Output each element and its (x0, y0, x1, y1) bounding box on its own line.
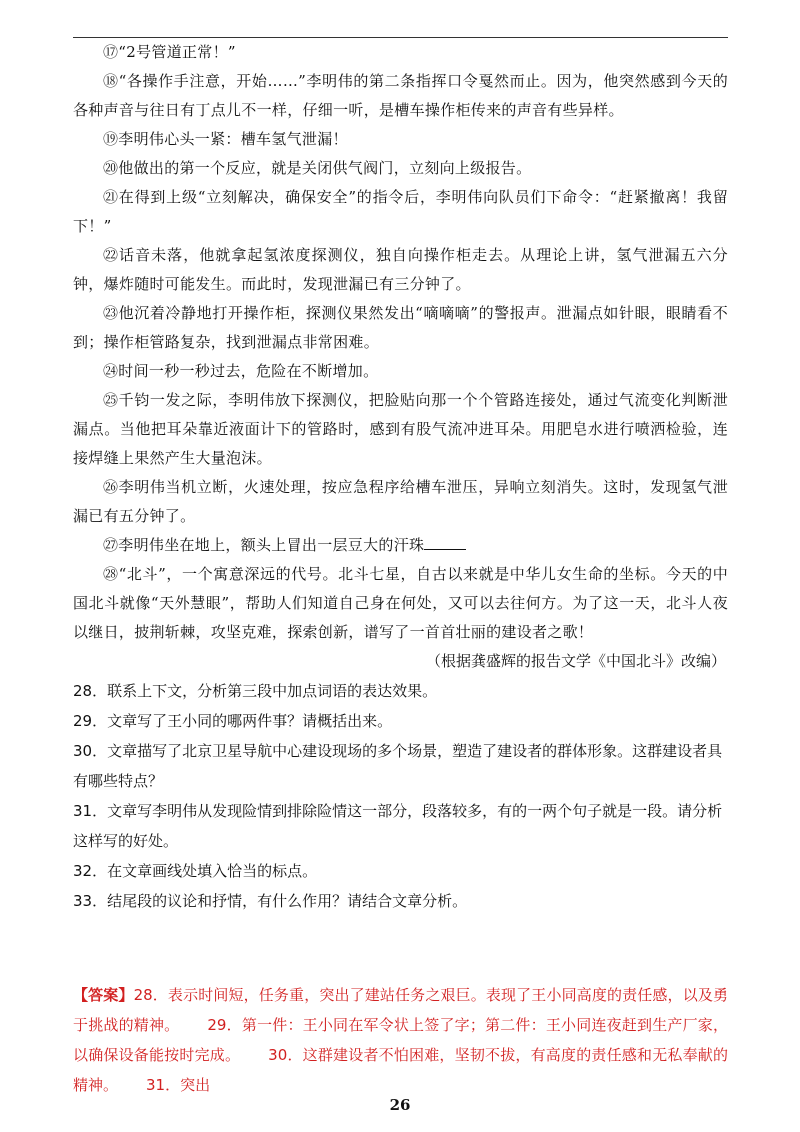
answer-block (73, 980, 728, 1100)
paragraph-18: ⑱“各操作手注意，开始……”李明伟的第二条指挥口令戛然而止。因为，他突然感到今天的各种声音与往日有丁点儿不一样，仔细一听，是槽车操作柜传来的声音有些异样。 (73, 72, 728, 119)
paragraph-19: ⑲李明伟心头一紧：槽车氢气泄漏！ (103, 130, 348, 148)
paragraph-17: ⑰“2号管道正常！” (103, 43, 236, 61)
question-28: 28．联系上下文，分析第三段中加点词语的表达效果。 (73, 682, 438, 700)
answer-30: 30．这群建设者不怕困难，坚韧不拔，有高度的责任感和无私奉献的精神。 (73, 1046, 728, 1094)
answer-31: 31．突出 (146, 1076, 211, 1094)
paragraph-28: ㉘“北斗”，一个寓意深远的代号。北斗七星，自古以来就是中华儿女生命的坐标。今天的中国北斗就像“天外慧眼”，帮助人们知道自己身在何处，又可以去往何方。为了这一天，北斗人夜以继日，披荆斩棘，攻坚克难，探索创新，谱写了一首首壮丽的建设者之歌！ (73, 565, 728, 641)
source-citation: （根据龚盛辉的报告文学《中国北斗》改编） (425, 652, 726, 670)
question-29: 29．文章写了王小同的哪两件事？请概括出来。 (73, 712, 393, 730)
paragraph-22: ㉒话音未落，他就拿起氢浓度探测仪，独自向操作柜走去。从理论上讲，氢气泄漏五六分钟，爆炸随时可能发生。而此时，发现泄漏已有三分钟了。 (73, 246, 728, 293)
questions-list (73, 676, 728, 916)
paragraph-23: ㉓他沉着冷静地打开操作柜，探测仪果然发出“嘀嘀嘀”的警报声。泄漏点如针眼，眼睛看不到；操作柜管路复杂，找到泄漏点非常困难。 (73, 304, 728, 351)
paragraph-21: ㉑在得到上级“立刻解决，确保安全”的指令后，李明伟向队员们下命令：“赶紧撤离！我留下！” (73, 188, 728, 235)
question-33: 33．结尾段的议论和抒情，有什么作用？请结合文章分析。 (73, 892, 468, 910)
page-number: 26 (389, 1096, 411, 1114)
paragraph-26: ㉖李明伟当机立断，火速处理，按应急程序给槽车泄压，异响立刻消失。这时，发现氢气泄漏已有五分钟了。 (73, 478, 728, 525)
paragraph-20: ⑳他做出的第一个反应，就是关闭供气阀门，立刻向上级报告。 (103, 159, 532, 177)
question-30: 30．文章描写了北京卫星导航中心建设现场的多个场景，塑造了建设者的群体形象。这群建设者具有哪些特点？ (73, 742, 723, 790)
paragraph-25: ㉕千钧一发之际，李明伟放下探测仪，把脸贴向那一个个管路连接处，通过气流变化判断泄漏点。当他把耳朵靠近液面计下的管路时，感到有股气流冲进耳朵。用肥皂水进行喷洒检验，连接焊缝上果然产生大量泡沫。 (73, 391, 728, 467)
answer-29: 29．第一件：王小同在军令状上签了字；第二件：王小同连夜赶到生产厂家，以确保设备能按时完成。 (73, 1016, 728, 1064)
answer-28: 28．表示时间短，任务重，突出了建站任务之艰巨。表现了王小同高度的责任感，以及勇于挑战的精神。 (73, 986, 728, 1034)
question-32: 32．在文章画线处填入恰当的标点。 (73, 862, 318, 880)
paragraph-24: ㉔时间一秒一秒过去，危险在不断增加。 (103, 362, 379, 380)
question-31: 31．文章写李明伟从发现险情到排除险情这一部分，段落较多，有的一两个句子就是一段。请分析这样写的好处。 (73, 802, 723, 850)
paragraph-27: ㉗李明伟坐在地上，额头上冒出一层豆大的汗珠 (73, 531, 728, 560)
answer-tag: 【答案】 (73, 986, 134, 1004)
fill-in-blank (424, 535, 466, 550)
document-body (73, 38, 728, 916)
